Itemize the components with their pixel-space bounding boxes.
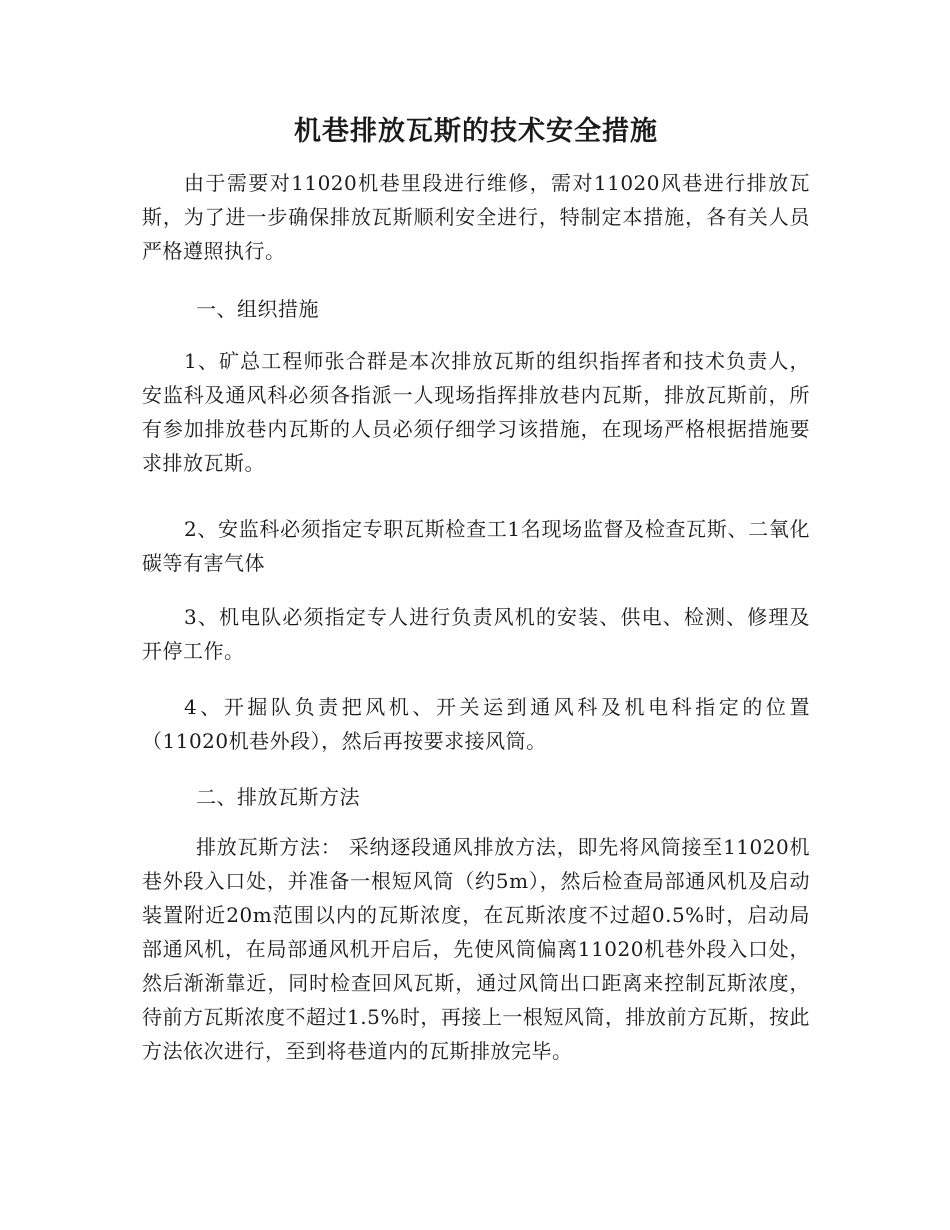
organization-item-4: 4、开掘队负责把风机、开关运到通风科及机电科指定的位置（11020机巷外段），然后再按要求接风筒。 — [142, 695, 810, 753]
organization-item-3: 3、机电队必须指定专人进行负责风机的安装、供电、检测、修理及开停工作。 — [142, 605, 810, 663]
document-title: 机巷排放瓦斯的技术安全措施 — [294, 116, 658, 147]
organization-item-1: 1、矿总工程师张合群是本次排放瓦斯的组织指挥者和技术负责人，安监科及通风科必须各指派一人现场指挥排放巷内瓦斯，排放瓦斯前，所有参加排放巷内瓦斯的人员必须仔细学习该措施，在现场严格根据措施要求排放瓦斯。 — [142, 349, 810, 475]
organization-item-2: 2、安监科必须指定专职瓦斯检查工1名现场监督及检查瓦斯、二氧化碳等有害气体 — [142, 517, 810, 575]
section-heading-method: 二、排放瓦斯方法 — [196, 785, 360, 809]
method-paragraph: 排放瓦斯方法： 采纳逐段通风排放方法，即先将风筒接至11020机巷外段入口处，并准备一根短风筒（约5m），然后检查局部通风机及启动装置附近20m范围以内的瓦斯浓度，在瓦斯浓度不过超0.5%时，启动局部通风机，在局部通风机开启后，先使风筒偏离11020机巷外段入口处，然后渐渐靠近，同时检查回风瓦斯，通过风筒出口距离来控制瓦斯浓度，待前方瓦斯浓度不超过1.5%时，再接上一根短风筒，排放前方瓦斯，按此方法依次进行，至到将巷道内的瓦斯排放完毕。 — [142, 835, 810, 1063]
section-heading-organization: 一、组织措施 — [196, 297, 319, 321]
intro-paragraph: 由于需要对11020机巷里段进行维修，需对11020风巷进行排放瓦斯，为了进一步确保排放瓦斯顺利安全进行，特制定本措施，各有关人员严格遵照执行。 — [142, 171, 810, 263]
